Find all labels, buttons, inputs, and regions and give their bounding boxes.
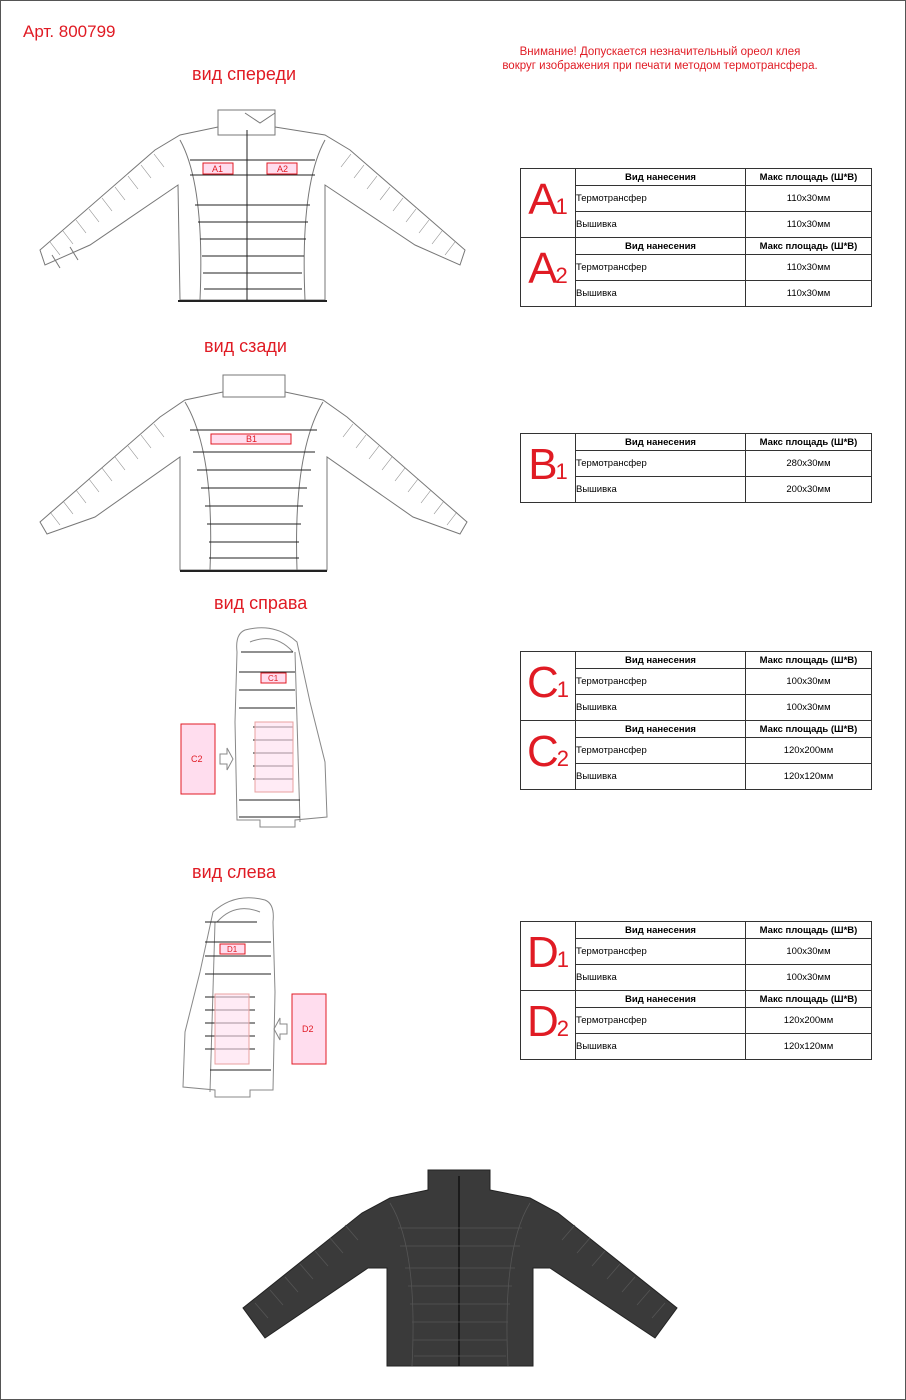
warning-note: Внимание! Допускается незначительный ореол клея вокруг изображения при печати методом термотрансфера.	[502, 46, 818, 72]
zone-d2-marker: D2	[302, 1024, 314, 1034]
article-number: Арт. 800799	[23, 22, 116, 41]
zone-label-b1: B1	[521, 434, 576, 503]
left-view-label: вид слева	[192, 862, 277, 882]
front-view-jacket	[30, 105, 480, 305]
back-view-jacket	[35, 372, 475, 577]
spec-table-b: B1 Вид нанесения Макс площадь (Ш*В) Термотрансфер 280x30мм Вышивка 200x30мм	[520, 433, 872, 503]
zone-a1-marker: A1	[212, 164, 224, 174]
left-view-jacket	[175, 892, 335, 1102]
zone-a2-marker: A2	[277, 164, 289, 174]
dark-jacket-illustration	[240, 1168, 680, 1368]
zone-d1-marker: D1	[227, 945, 238, 954]
right-view-label: вид справа	[214, 593, 308, 613]
spec-table-a: A1 Вид нанесения Макс площадь (Ш*В) Термотрансфер 110x30мм Вышивка 110x30мм A2 Вид нанесения Макс площадь (Ш*В) Термотрансфер 110x30мм Вышивка 110x30мм	[520, 168, 872, 307]
zone-c2-marker: C2	[191, 754, 203, 764]
zone-b1-marker: B1	[246, 434, 258, 444]
spec-table-c: C1 Вид нанесения Макс площадь (Ш*В) Термотрансфер 100x30мм Вышивка 100x30мм C2 Вид нанесения Макс площадь (Ш*В) Термотрансфер 120x200мм Вышивка 120x120мм	[520, 651, 872, 790]
zone-label-d2: D2	[521, 991, 576, 1060]
zone-c1-marker: C1	[268, 674, 279, 683]
zone-label-c1: C1	[521, 652, 576, 721]
spec-table-d: D1 Вид нанесения Макс площадь (Ш*В) Термотрансфер 100x30мм Вышивка 100x30мм D2 Вид нанесения Макс площадь (Ш*В) Термотрансфер 120x200мм Вышивка 120x120мм	[520, 921, 872, 1060]
zone-label-c2: C2	[521, 721, 576, 790]
right-view-jacket	[175, 622, 335, 832]
zone-label-a2: A2	[521, 238, 576, 307]
zone-label-d1: D1	[521, 922, 576, 991]
back-view-label: вид сзади	[204, 336, 287, 356]
zone-label-a1: A1	[521, 169, 576, 238]
front-view-label: вид спереди	[192, 64, 297, 84]
